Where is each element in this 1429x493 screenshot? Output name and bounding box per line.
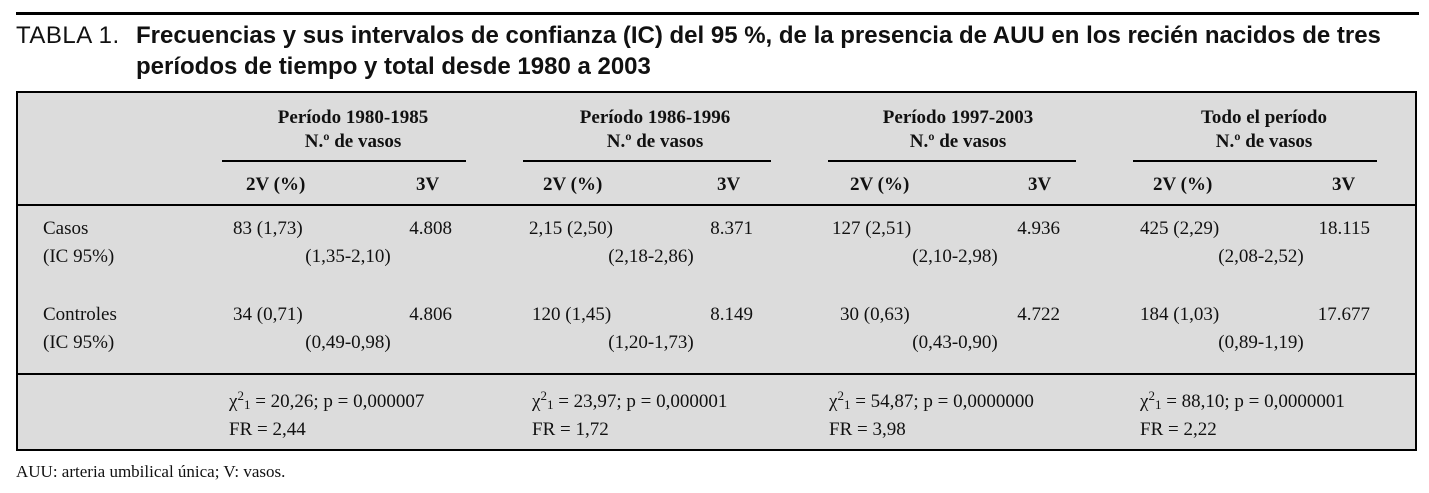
- cell-2v: 30 (0,63): [840, 304, 910, 325]
- fr-value-1: FR = 2,44: [229, 419, 306, 440]
- cell-3v: 4.936: [1017, 218, 1060, 239]
- cell-ci: (2,08-2,52): [1218, 246, 1304, 267]
- table-label: TABLA 1.: [16, 22, 120, 49]
- cell-3v: 17.677: [1317, 304, 1370, 325]
- cell-3v: 4.722: [1017, 304, 1060, 325]
- cell-3v: 18.115: [1318, 218, 1370, 239]
- cell-3v: 8.371: [710, 218, 753, 239]
- period-subtitle: N.º de vasos: [606, 131, 704, 152]
- fr-value-4: FR = 2,22: [1140, 419, 1217, 440]
- cell-3v: 4.808: [409, 218, 452, 239]
- col-3v-2: 3V: [717, 174, 741, 195]
- cell-ci: (2,10-2,98): [912, 246, 998, 267]
- period-header-2: [535, 106, 775, 154]
- col-2v-2: 2V (%): [543, 174, 603, 195]
- cell-ci: (1,35-2,10): [305, 246, 391, 267]
- top-rule: [16, 12, 1419, 15]
- period-title: Período 1997-2003: [882, 107, 1034, 128]
- row-label-controles: Controles: [43, 304, 117, 325]
- fr-value-2: FR = 1,72: [532, 419, 609, 440]
- period-header-3: [838, 106, 1078, 154]
- chi-square-3: $\chi^2_1 = 54,87$; p = 0,0000000: [829, 388, 1034, 412]
- table-title: Frecuencias y sus intervalos de confianza (IC) del 95 %, de la presencia de AUU en los recién nacidos de tres períodos de tiempo y total desde 1980 a 2003: [136, 22, 1381, 80]
- period-subtitle: N.º de vasos: [909, 131, 1007, 152]
- data-table: [16, 91, 1417, 451]
- col-2v-3: 2V (%): [850, 174, 910, 195]
- footnote: AUU: arteria umbilical única; V: vasos.: [16, 462, 286, 481]
- cell-2v: 2,15 (2,50): [529, 218, 613, 239]
- chi-square-1: $\chi^2_1 = 20,26$; p = 0,000007: [229, 388, 425, 412]
- period-title: Período 1980-1985: [277, 107, 429, 128]
- col-2v-1: 2V (%): [246, 174, 306, 195]
- col-2v-4: 2V (%): [1153, 174, 1213, 195]
- col-3v-4: 3V: [1332, 174, 1356, 195]
- col-3v-3: 3V: [1028, 174, 1052, 195]
- period-rule-3: [828, 160, 1076, 162]
- header-divider: [18, 204, 1415, 206]
- row-sublabel-casos: (IC 95%): [43, 246, 115, 267]
- chi-square-4: $\chi^2_1 = 88,10$; p = 0,0000001: [1140, 388, 1345, 412]
- period-subtitle: N.º de vasos: [1215, 131, 1313, 152]
- cell-ci: (0,89-1,19): [1218, 332, 1304, 353]
- cell-2v: 83 (1,73): [233, 218, 303, 239]
- chi-square-2: $\chi^2_1 = 23,97$; p = 0,000001: [532, 388, 728, 412]
- period-title: Todo el período: [1201, 107, 1327, 128]
- cell-3v: 8.149: [710, 304, 753, 325]
- col-3v-1: 3V: [416, 174, 440, 195]
- period-rule-1: [222, 160, 466, 162]
- period-rule-2: [523, 160, 771, 162]
- row-label-casos: Casos: [43, 218, 89, 239]
- period-title: Período 1986-1996: [579, 107, 731, 128]
- cell-2v: 120 (1,45): [532, 304, 612, 325]
- row-sublabel-controles: (IC 95%): [43, 332, 115, 353]
- period-header-1: [233, 106, 473, 154]
- cell-ci: (0,49-0,98): [305, 332, 391, 353]
- cell-2v: 34 (0,71): [233, 304, 303, 325]
- cell-2v: 184 (1,03): [1140, 304, 1220, 325]
- cell-ci: (1,20-1,73): [608, 332, 694, 353]
- stats-divider: [18, 373, 1415, 375]
- cell-ci: (2,18-2,86): [608, 246, 694, 267]
- cell-ci: (0,43-0,90): [912, 332, 998, 353]
- period-header-4: [1144, 106, 1384, 154]
- cell-3v: 4.806: [409, 304, 452, 325]
- fr-value-3: FR = 3,98: [829, 419, 906, 440]
- period-rule-4: [1133, 160, 1377, 162]
- period-subtitle: N.º de vasos: [304, 131, 402, 152]
- cell-2v: 127 (2,51): [832, 218, 912, 239]
- cell-2v: 425 (2,29): [1140, 218, 1220, 239]
